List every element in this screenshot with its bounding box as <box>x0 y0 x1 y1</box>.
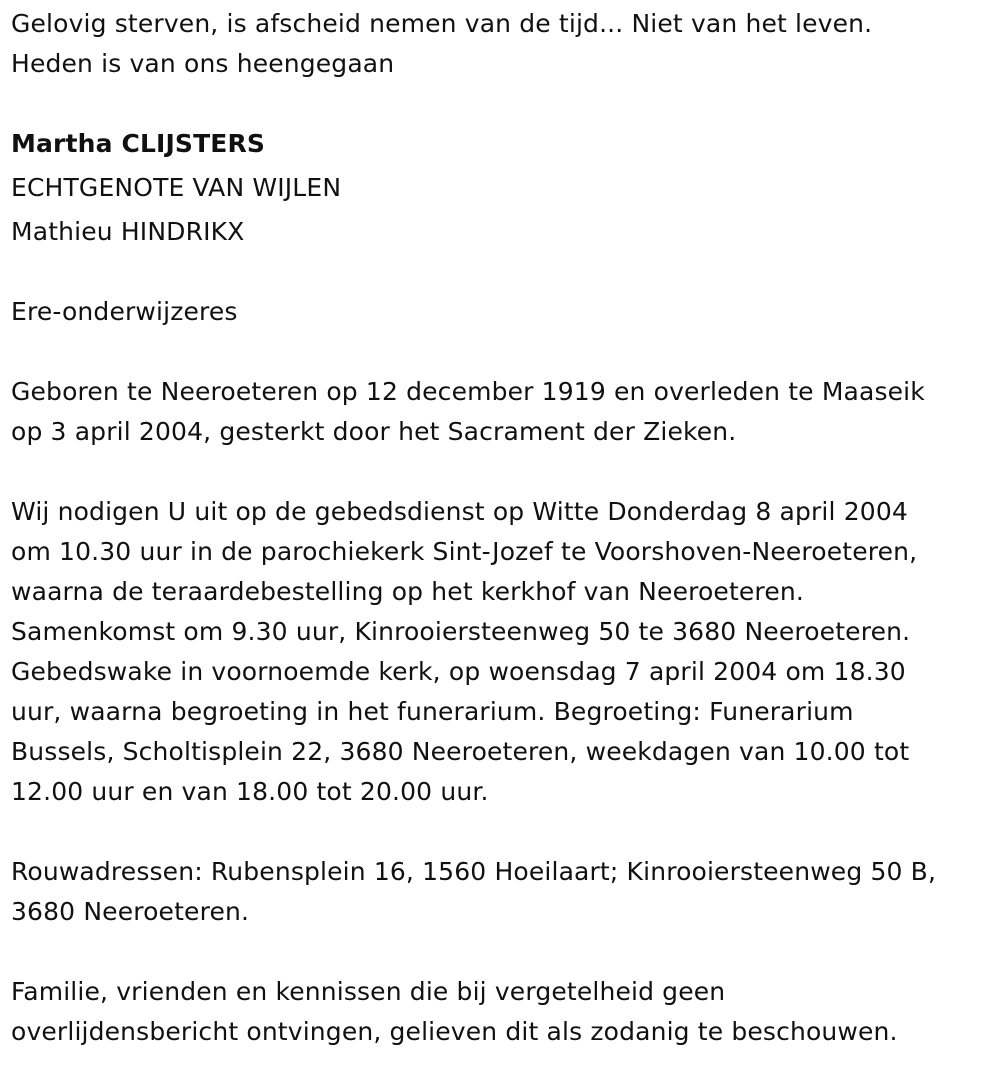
service-line: Bussels, Scholtisplein 22, 3680 Neeroeteren, weekdagen van 10.00 tot <box>11 737 910 766</box>
opening-line: Gelovig sterven, is afscheid nemen van de tijd... Niet van het leven. <box>11 9 873 38</box>
opening-line: Heden is van ons heengegaan <box>11 49 395 78</box>
service-line: Wij nodigen U uit op de gebedsdienst op Witte Donderdag 8 april 2004 <box>11 497 908 526</box>
closing-line: overlijdensbericht ontvingen, gelieven dit als zodanig te beschouwen. <box>11 1017 898 1046</box>
spacer <box>11 252 996 292</box>
service-line: uur, waarna begroeting in het funerarium. Begroeting: Funerarium <box>11 697 854 726</box>
service-line: om 10.30 uur in de parochiekerk Sint-Jozef te Voorshoven-Neeroeteren, <box>11 537 918 566</box>
closing-line: Familie, vrienden en kennissen die bij vergetelheid geen <box>11 977 726 1006</box>
service-line: Gebedswake in voornoemde kerk, op woensdag 7 april 2004 om 18.30 <box>11 657 906 686</box>
spouse-label: ECHTGENOTE VAN WIJLEN <box>11 173 342 202</box>
birth-death-line: Geboren te Neeroeteren op 12 december 1919 en overleden te Maaseik <box>11 377 925 406</box>
service-line: 12.00 uur en van 18.00 tot 20.00 uur. <box>11 777 489 806</box>
honorary-title: Ere-onderwijzeres <box>11 297 238 326</box>
service-line: Samenkomst om 9.30 uur, Kinrooiersteenweg 50 te 3680 Neeroeteren. <box>11 617 911 646</box>
service-line: waarna de teraardebestelling op het kerkhof van Neeroeteren. <box>11 577 804 606</box>
address-line: Rouwadressen: Rubensplein 16, 1560 Hoeilaart; Kinrooiersteenweg 50 B, <box>11 857 937 886</box>
spouse-name: Mathieu HINDRIKX <box>11 217 245 246</box>
death-notice <box>11 4 996 1052</box>
spacer <box>11 812 996 852</box>
birth-death-line: op 3 april 2004, gesterkt door het Sacrament der Zieken. <box>11 417 737 446</box>
spacer <box>11 932 996 972</box>
spacer <box>11 84 996 124</box>
deceased-name: Martha CLIJSTERS <box>11 129 266 158</box>
address-line: 3680 Neeroeteren. <box>11 897 250 926</box>
spacer <box>11 332 996 372</box>
spacer <box>11 452 996 492</box>
